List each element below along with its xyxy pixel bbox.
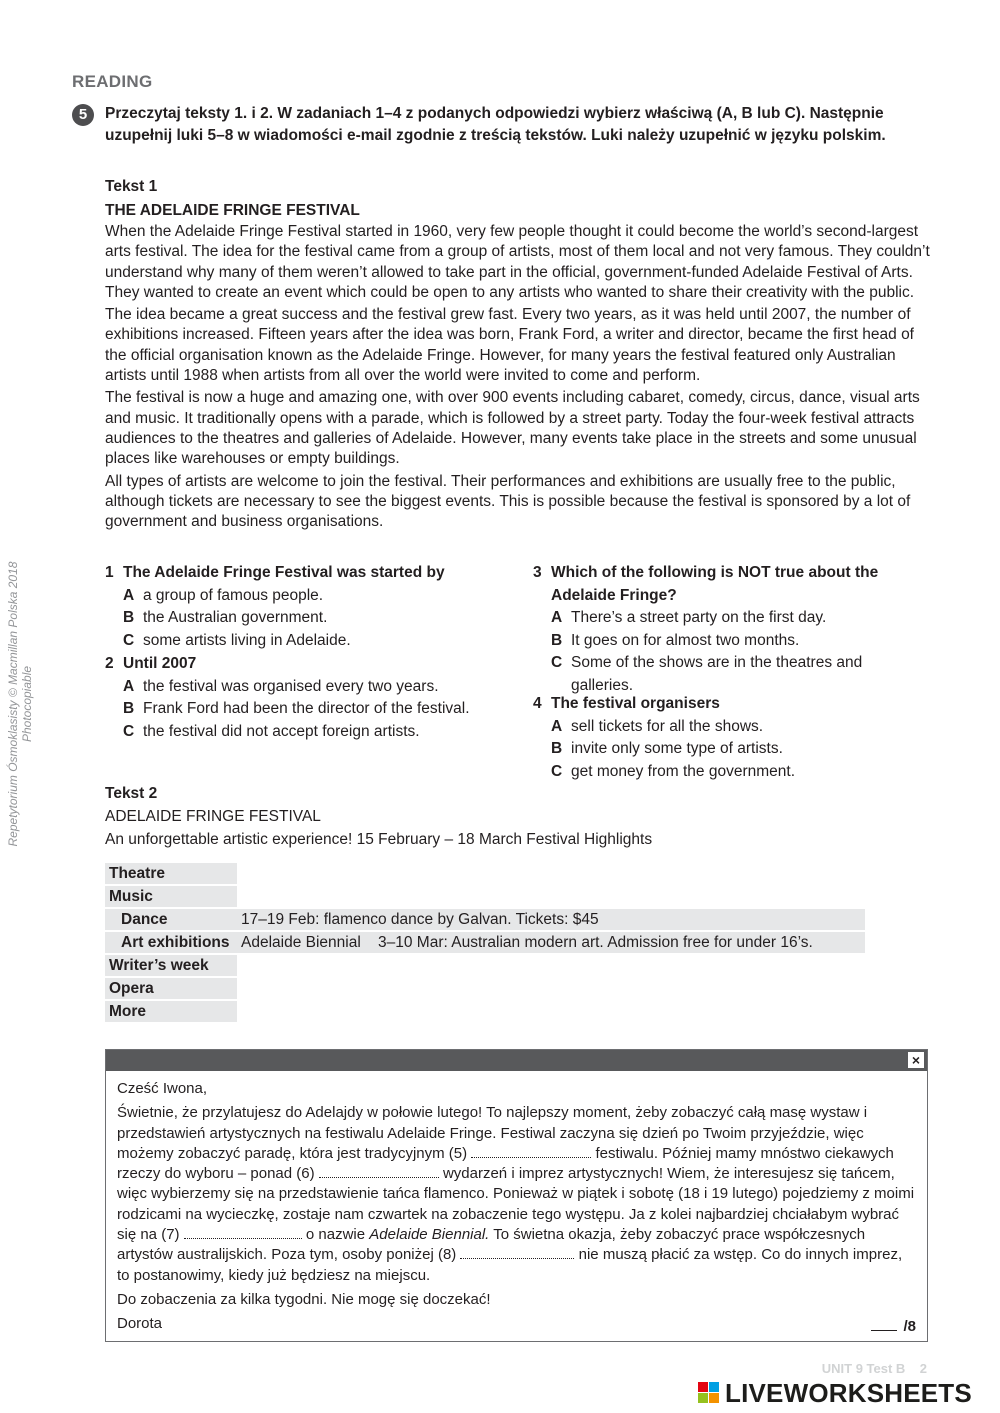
question-3-option-c[interactable]: C Some of the shows are in the theatres and: [551, 654, 863, 672]
close-icon[interactable]: ×: [908, 1052, 924, 1068]
text1-paragraph: When the Adelaide Fringe Festival started in 1960, very few people thought it could become the world’s second-largest arts festival. The idea for the festival came from a group of artists, most of them local and not very famous. They couldn’t understand why many of them weren’t allowed to take part in the official, government-funded Adelaide Festival of Arts. They wanted to create an event which could be open to any artists who wanted to share their creativity with the public.: [105, 223, 930, 301]
email-closing: Do zobaczenia za kilka tygodni. Nie mogę się doczekać!: [117, 1290, 491, 1308]
question-1-option-a[interactable]: A a group of famous people.: [123, 586, 324, 604]
programme-theatre: Theatre: [105, 863, 237, 884]
gap-7-input[interactable]: [184, 1238, 302, 1239]
programme-opera: Opera: [105, 978, 237, 999]
score: /8: [871, 1318, 916, 1335]
gap-8-input[interactable]: [460, 1258, 574, 1259]
email-title-bar: [106, 1050, 927, 1071]
text2-label: Tekst 2: [105, 785, 158, 802]
question-4-option-c[interactable]: C get money from the government.: [551, 762, 796, 780]
liveworksheets-wordmark: LIVEWORKSHEETS: [725, 1378, 972, 1408]
text2-title: ADELAIDE FRINGE FESTIVAL: [105, 808, 321, 825]
text1-paragraph: The idea became a great success and the festival grew fast. Every two years, as it was held until 2007, the number of exhibitions increased. Fifteen years after the idea was born, Frank Ford, a writer and director, became the first head of the official organisation known as the Adelaide Fringe. However, for many years the festival featured only Australian artists until 1988 when artists from all over the world were invited to come and perform.: [105, 306, 914, 385]
email-main-paragraph: Świetnie, że przylatujesz do Adelajdy w połowie lutego! To najlepszy moment, żeby zobaczyć całą masę wystaw i przedstawień artystycznych na festiwalu Adelaide Fringe. Festiwal zaczyna się dzień po Twoim przyjeździe, więc możemy zobaczyć paradę, która jest tradycyjnym (5) festiwalu. Później mamy mnóstwo ciekawych rzeczy do wyboru – ponad (6) wydarzeń i imprez artystycznych! Wiem, że interesujesz się tańcem, więc wybierzemy się na przedstawienie tańca flamenco. Ponieważ w piątek i sobotę (18 i 19 lutego) pojedziemy z moimi rodzicami na wycieczkę, zostaje nam czwartek na zobaczenie tego występu. Ja z kolei najbardziej chciałabym wybrać się na (7) o nazwie Adelaide Biennial. To świetna okazja, żeby zobaczyć prace współczesnych artystów australijskich. Poza tym, osoby poniżej (8) nie muszą płacić za wstęp. Co do innych imprez, to postanowimy, kiedy już będziesz na miejscu.: [117, 1104, 915, 1284]
gap-6-input[interactable]: [319, 1177, 439, 1178]
question-1-option-c[interactable]: C some artists living in Adelaide.: [123, 631, 351, 649]
text1-body: [105, 222, 935, 534]
question-1: 1 The Adelaide Fringe Festival was started by A a group of famous people. B the Australian government. C some artists living in Adelaide.: [105, 562, 525, 652]
exercise-number-badge: 5: [72, 104, 94, 126]
programme-more: More: [105, 1001, 237, 1022]
side-copyright: Repetytorium Ósmoklasisty © Macmillan Polska 2018 Photocopiable: [6, 561, 34, 847]
question-2-option-b[interactable]: B Frank Ford had been the director of the festival.: [123, 700, 470, 718]
text2-subtitle: An unforgettable artistic experience! 15 February – 18 March Festival Highlights: [105, 831, 653, 848]
gap-5-input[interactable]: [471, 1157, 591, 1158]
email-body: [106, 1071, 927, 1335]
question-3: 3 Which of the following is NOT true about the Adelaide Fringe? A There’s a street party on the first day. B It goes on for almost two months. C Some of the shows are in the theatres and galleries.: [533, 562, 933, 698]
question-2-option-a[interactable]: A the festival was organised every two years.: [123, 677, 439, 695]
score-input[interactable]: [871, 1330, 897, 1331]
question-1-option-b[interactable]: B the Australian government.: [123, 609, 328, 627]
text1-paragraph: All types of artists are welcome to join the festival. Their performances and exhibitions are usually free to the public, although tickets are necessary to see the biggest events. This is possible because the festival is sponsored by a lot of government and business organisations.: [105, 472, 911, 531]
text1-paragraph: The festival is now a huge and amazing one, with over 900 events including cabaret, comedy, circus, dance, visual arts and music. It traditionally opens with a parade, which is followed by a street party. Today the four-week festival attracts audiences to the theatres and galleries of Adelaide. However, many events take place in the streets and some unusual places like warehouses or empty buildings.: [105, 389, 920, 468]
programme-music: Music: [105, 886, 237, 907]
question-4: 4 The festival organisers A sell tickets for all the shows. B invite only some type of artists. C get money from the government.: [533, 693, 933, 783]
question-4-option-a[interactable]: A sell tickets for all the shows.: [551, 717, 764, 735]
question-4-option-b[interactable]: B invite only some type of artists.: [551, 740, 783, 758]
exercise-instruction: Przeczytaj teksty 1. i 2. W zadaniach 1–4 z podanych odpowiedzi wybierz właściwą (A, B lub C). Następnie uzupełnij luki 5–8 w wiadomości e-mail zgodnie z treścią tekstów. Luki należy uzupełnić w języku polskim.: [105, 105, 886, 144]
text1-title: THE ADELAIDE FRINGE FESTIVAL: [105, 202, 360, 219]
question-2: 2 Until 2007 A the festival was organised every two years. B Frank Ford had been the director of the festival. C the festival did not accept foreign artists.: [105, 653, 525, 743]
festival-programme: [105, 861, 865, 1024]
text1-label: Tekst 1: [105, 178, 158, 195]
email-window: [105, 1049, 928, 1342]
liveworksheets-icon: [698, 1382, 720, 1404]
question-2-option-c[interactable]: C the festival did not accept foreign artists.: [123, 722, 420, 740]
programme-art-detail: Adelaide Biennial 3–10 Mar: Australian modern art. Admission free for under 16’s.: [237, 932, 865, 953]
programme-dance: Dance: [105, 909, 237, 930]
page-footer: UNIT 9 Test B 2: [821, 1361, 927, 1376]
programme-art: Art exhibitions: [105, 932, 237, 953]
programme-writers: Writer’s week: [105, 955, 237, 976]
question-3-option-b[interactable]: B It goes on for almost two months.: [551, 631, 800, 649]
email-greeting: Cześć Iwona,: [117, 1080, 208, 1097]
question-3-option-a[interactable]: A There’s a street party on the first day.: [551, 609, 827, 627]
programme-dance-detail: 17–19 Feb: flamenco dance by Galvan. Tickets: $45: [237, 909, 865, 930]
section-title: READING: [72, 72, 153, 91]
email-signature: Dorota: [117, 1315, 163, 1333]
